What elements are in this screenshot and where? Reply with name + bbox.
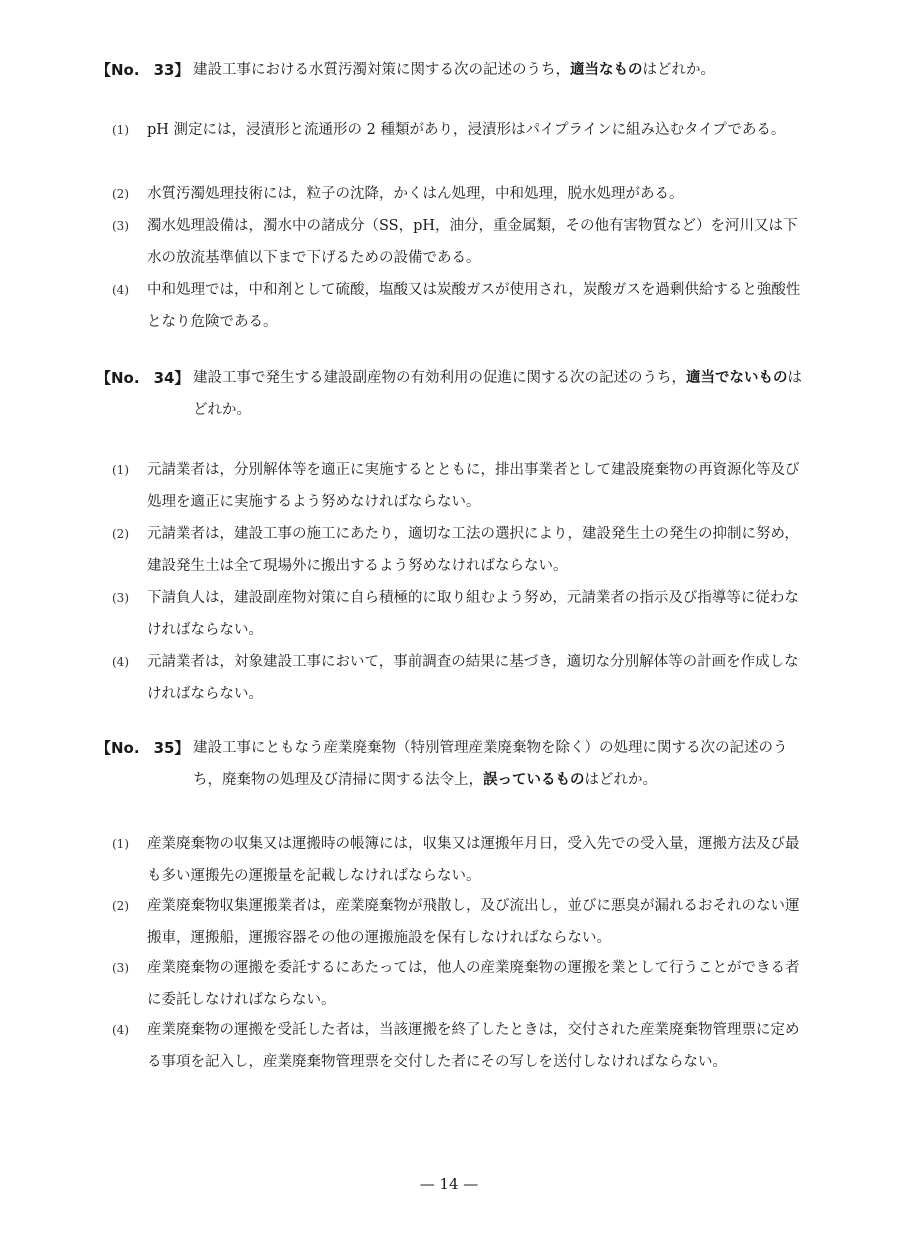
option-number: (2) [112, 527, 129, 541]
option-number: (4) [112, 283, 129, 297]
option-text: 下請負人は，建設副産物対策に自ら積極的に取り組むよう努め，元請業者の指示及び指導等に従わなければならない。 [147, 590, 799, 638]
question-text-before: 建設工事における水質汚濁対策に関する次の記述のうち， [193, 62, 570, 78]
option-text: 元請業者は，建設工事の施工にあたり，適切な工法の選択により，建設発生土の発生の抑制に努め，建設発生土は全て現場外に搬出するよう努めなければならない。 [147, 526, 799, 574]
question-label: 【No. [96, 739, 140, 757]
option-text: 元請業者は，分別解体等を適正に実施するとともに，排出事業者として建設廃棄物の再資源化等及び処理を適正に実施するよう努めなければならない。 [147, 462, 800, 510]
question-number-value: 34】 [153, 369, 190, 387]
question-33 [0, 55, 898, 330]
question-header [0, 733, 898, 788]
option-text: pH 測定には，浸漬形と流通形の 2 種類があり，浸漬形はパイプラインに組み込むタイプである。 [147, 122, 786, 138]
option-text: 濁水処理設備は，濁水中の諸成分（SS，pH，油分，重金属類，その他有害物質など）を河川又は下水の放流基準値以下まで下げるための設備である。 [147, 218, 798, 266]
question-text-before: 建設工事にともなう産業廃棄物（特別管理産業廃棄物を除く）の処理に関する次の記述のうち，廃棄物の処理及び清掃に関する法令上， [193, 740, 788, 788]
question-emphasis: 適当でないもの [686, 370, 788, 386]
option-number: (3) [112, 961, 129, 975]
option-number: (4) [112, 1023, 129, 1037]
option-number: (1) [112, 837, 129, 851]
question-label: 【No. [96, 61, 140, 79]
question-number-value: 35】 [153, 739, 190, 757]
option-text: 産業廃棄物の運搬を委託するにあたっては，他人の産業廃棄物の運搬を業として行うことができる者に委託しなければならない。 [147, 960, 800, 1008]
page-number: — 14 — [419, 1175, 479, 1193]
question-text-after: はどれか。 [193, 370, 802, 418]
question-header [0, 55, 898, 85]
option-number: (3) [112, 591, 129, 605]
question-text [193, 732, 803, 796]
question-text [193, 54, 803, 86]
option-text: 水質汚濁処理技術には，粒子の沈降，かくはん処理，中和処理，脱水処理がある。 [147, 186, 684, 202]
question-emphasis: 誤っているもの [483, 772, 585, 788]
question-label: 【No. [96, 369, 140, 387]
question-number [96, 55, 189, 85]
question-number [96, 363, 189, 393]
question-text-before: 建設工事で発生する建設副産物の有効利用の促進に関する次の記述のうち， [193, 370, 686, 386]
question-35 [0, 733, 898, 1070]
question-text-after: はどれか。 [642, 62, 715, 78]
option-text: 元請業者は，対象建設工事において，事前調査の結果に基づき，適切な分別解体等の計画を作成しなければならない。 [147, 654, 799, 702]
question-text-after: はどれか。 [584, 772, 657, 788]
option-text: 産業廃棄物収集運搬業者は，産業廃棄物が飛散し，及び流出し，並びに悪臭が漏れるおそれのない運搬車，運搬船，運搬容器その他の運搬施設を保有しなければならない。 [147, 898, 800, 946]
option-number: (1) [112, 463, 129, 477]
option-number: (3) [112, 219, 129, 233]
option-text: 中和処理では，中和剤として硫酸，塩酸又は炭酸ガスが使用され，炭酸ガスを過剰供給すると強酸性となり危険である。 [147, 282, 801, 330]
option-number: (4) [112, 655, 129, 669]
option-number: (2) [112, 187, 129, 201]
option-text: 産業廃棄物の運搬を受託した者は，当該運搬を終了したときは，交付された産業廃棄物管理票に定める事項を記入し，産業廃棄物管理票を交付した者にその写しを送付しなければならない。 [147, 1022, 800, 1070]
question-emphasis: 適当なもの [570, 62, 643, 78]
option-number: (1) [112, 123, 129, 137]
question-header [0, 363, 898, 418]
option-text: 産業廃棄物の収集又は運搬時の帳簿には，収集又は運搬年月日，受入先での受入量，運搬方法及び最も多い運搬先の運搬量を記載しなければならない。 [147, 836, 800, 884]
question-number [96, 733, 189, 763]
question-34 [0, 363, 898, 702]
question-number-value: 33】 [153, 61, 190, 79]
question-text [193, 362, 803, 426]
option-number: (2) [112, 899, 129, 913]
